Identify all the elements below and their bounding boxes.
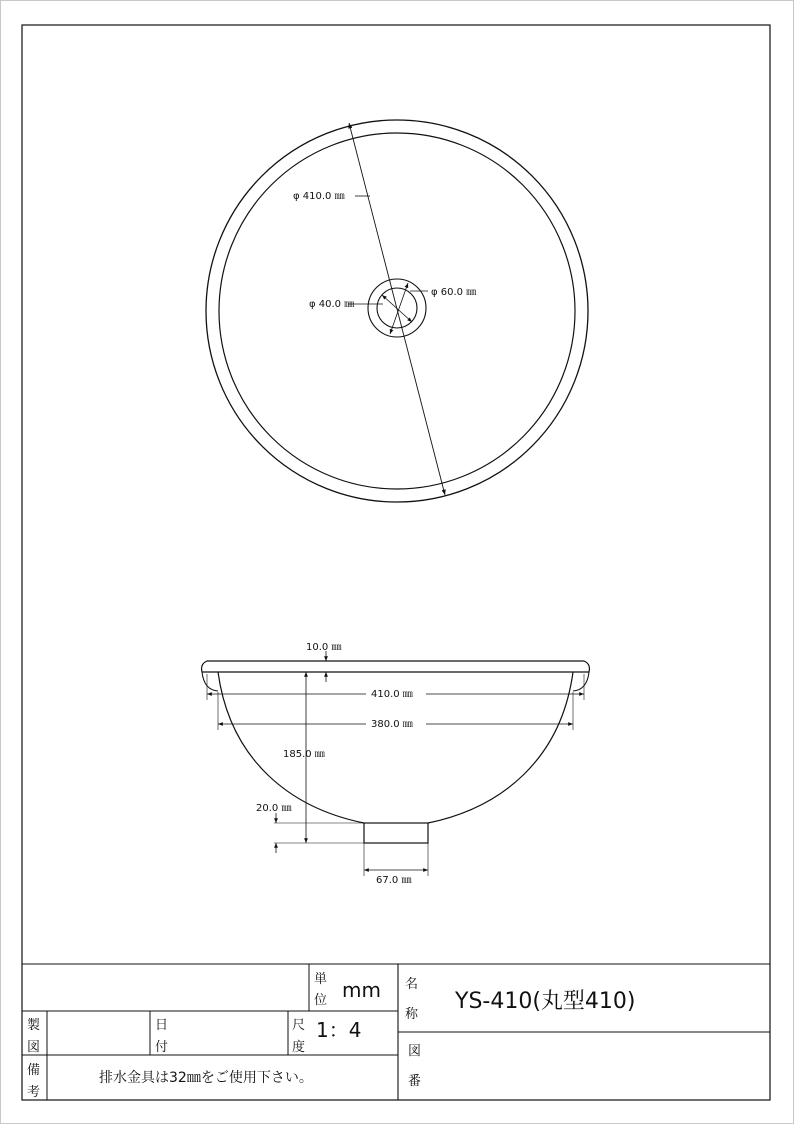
drain-inner-dim-line	[382, 295, 412, 322]
drain-fitting-note: 排水金具は32㎜をご使用下さい。	[99, 1070, 313, 1086]
unit-label-1: 単	[314, 972, 328, 987]
drawing-frame	[22, 25, 770, 1100]
scale-value: 1：4	[316, 1018, 362, 1042]
plan-view	[206, 120, 588, 502]
unit-label-2: 位	[314, 993, 328, 1008]
notes-label-1: 備	[27, 1063, 41, 1078]
name-label-1: 名	[405, 977, 419, 992]
depth-label: 185.0 ㎜	[283, 749, 325, 760]
bowl-guide	[231, 672, 364, 823]
date-label-2: 付	[155, 1040, 169, 1055]
drain-inner-label: φ 40.0 ㎜	[309, 299, 355, 310]
bowl-right-wall	[428, 672, 573, 823]
title-block	[22, 964, 770, 1100]
base-width-label: 67.0 ㎜	[376, 875, 412, 886]
drain-base	[364, 823, 428, 843]
rim-thickness-label: 10.0 ㎜	[306, 642, 342, 653]
maker-label-2: 図	[27, 1040, 41, 1055]
basin-inner-circle	[219, 133, 575, 489]
date-label-1: 日	[155, 1018, 169, 1033]
drain-outer-label: φ 60.0 ㎜	[431, 287, 477, 298]
scale-label-1: 尺	[292, 1018, 306, 1033]
drawing-no-label-1: 図	[408, 1044, 422, 1059]
notes-label-2: 考	[27, 1085, 41, 1100]
unit-value: mm	[342, 978, 381, 1002]
basin-outer-circle	[206, 120, 588, 502]
outer-width-label: 410.0 ㎜	[371, 689, 413, 700]
name-label-2: 称	[405, 1007, 419, 1022]
bowl-left-wall	[218, 672, 364, 823]
product-name: YS-410(丸型410)	[455, 989, 636, 1014]
scale-label-2: 度	[292, 1040, 306, 1055]
outer-diameter-label: φ 410.0 ㎜	[293, 191, 345, 202]
basin-rim	[202, 661, 590, 672]
rim-left-lip	[202, 672, 218, 691]
rim-right-lip	[573, 672, 589, 691]
section-view	[202, 642, 590, 886]
inner-width-label: 380.0 ㎜	[371, 719, 413, 730]
base-height-label: 20.0 ㎜	[256, 803, 292, 814]
drawing-no-label-2: 番	[408, 1074, 422, 1089]
maker-label-1: 製	[27, 1018, 41, 1033]
